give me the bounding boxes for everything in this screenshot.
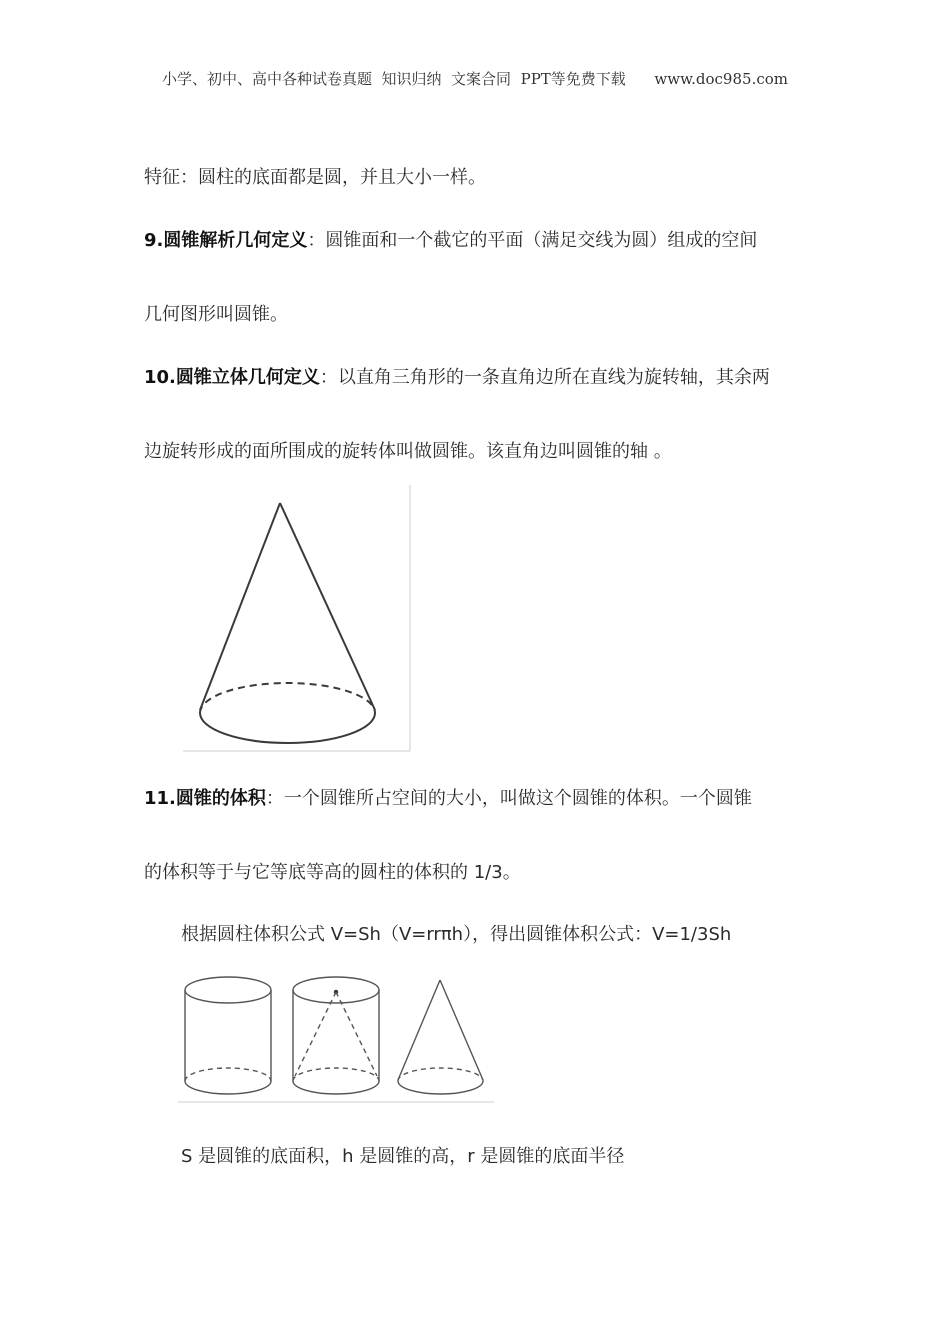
- cylinder-cone-figure: [178, 968, 496, 1106]
- volume-formula: 根据圆柱体积公式 V=Sh（V=rrπh），得出圆锥体积公式：V=1/3Sh: [181, 924, 732, 945]
- section-10-text-2: 边旋转形成的面所围成的旋转体叫做圆锥。该直角边叫圆锥的轴 。: [144, 441, 672, 462]
- cylinder-feature-text: 特征：圆柱的底面都是圆，并且大小一样。: [144, 167, 486, 188]
- section-9-text-1: ：圆锥面和一个截它的平面（满足交线为圆）组成的空间: [307, 230, 758, 251]
- section-9-text-2: 几何图形叫圆锥。: [144, 304, 288, 325]
- cone-figure: [183, 485, 413, 753]
- section-10-title: 10.圆锥立体几何定义: [144, 367, 320, 388]
- section-11-line-1: [144, 787, 752, 811]
- cone-base-front: [200, 713, 375, 743]
- small-cone: [398, 980, 483, 1094]
- cone-base-back: [200, 683, 375, 713]
- section-11-title: 11.圆锥的体积: [144, 788, 266, 809]
- formula-legend: S 是圆锥的底面积，h 是圆锥的高，r 是圆锥的底面半径: [181, 1146, 625, 1167]
- section-11-text-1: ：一个圆锥所占空间的大小，叫做这个圆锥的体积。一个圆锥: [265, 788, 752, 809]
- section-11-text-2: 的体积等于与它等底等高的圆柱的体积的 1/3。: [144, 862, 521, 883]
- cylinder-with-cone: [293, 977, 379, 1094]
- section-10-text-1: ：以直角三角形的一条直角边所在直线为旋转轴，其余两: [319, 367, 770, 388]
- section-10-line-1: [144, 366, 770, 390]
- section-9-line-1: [144, 229, 757, 253]
- section-9-title: 9.圆锥解析几何定义: [144, 230, 308, 251]
- cone-right-edge: [280, 503, 375, 710]
- cylinder-1: [185, 977, 271, 1094]
- cone-left-edge: [200, 503, 280, 710]
- page-header: 小学、初中、高中各种试卷真题 知识归纳 文案合同 PPT等免费下载 www.doc985.com: [161, 70, 788, 88]
